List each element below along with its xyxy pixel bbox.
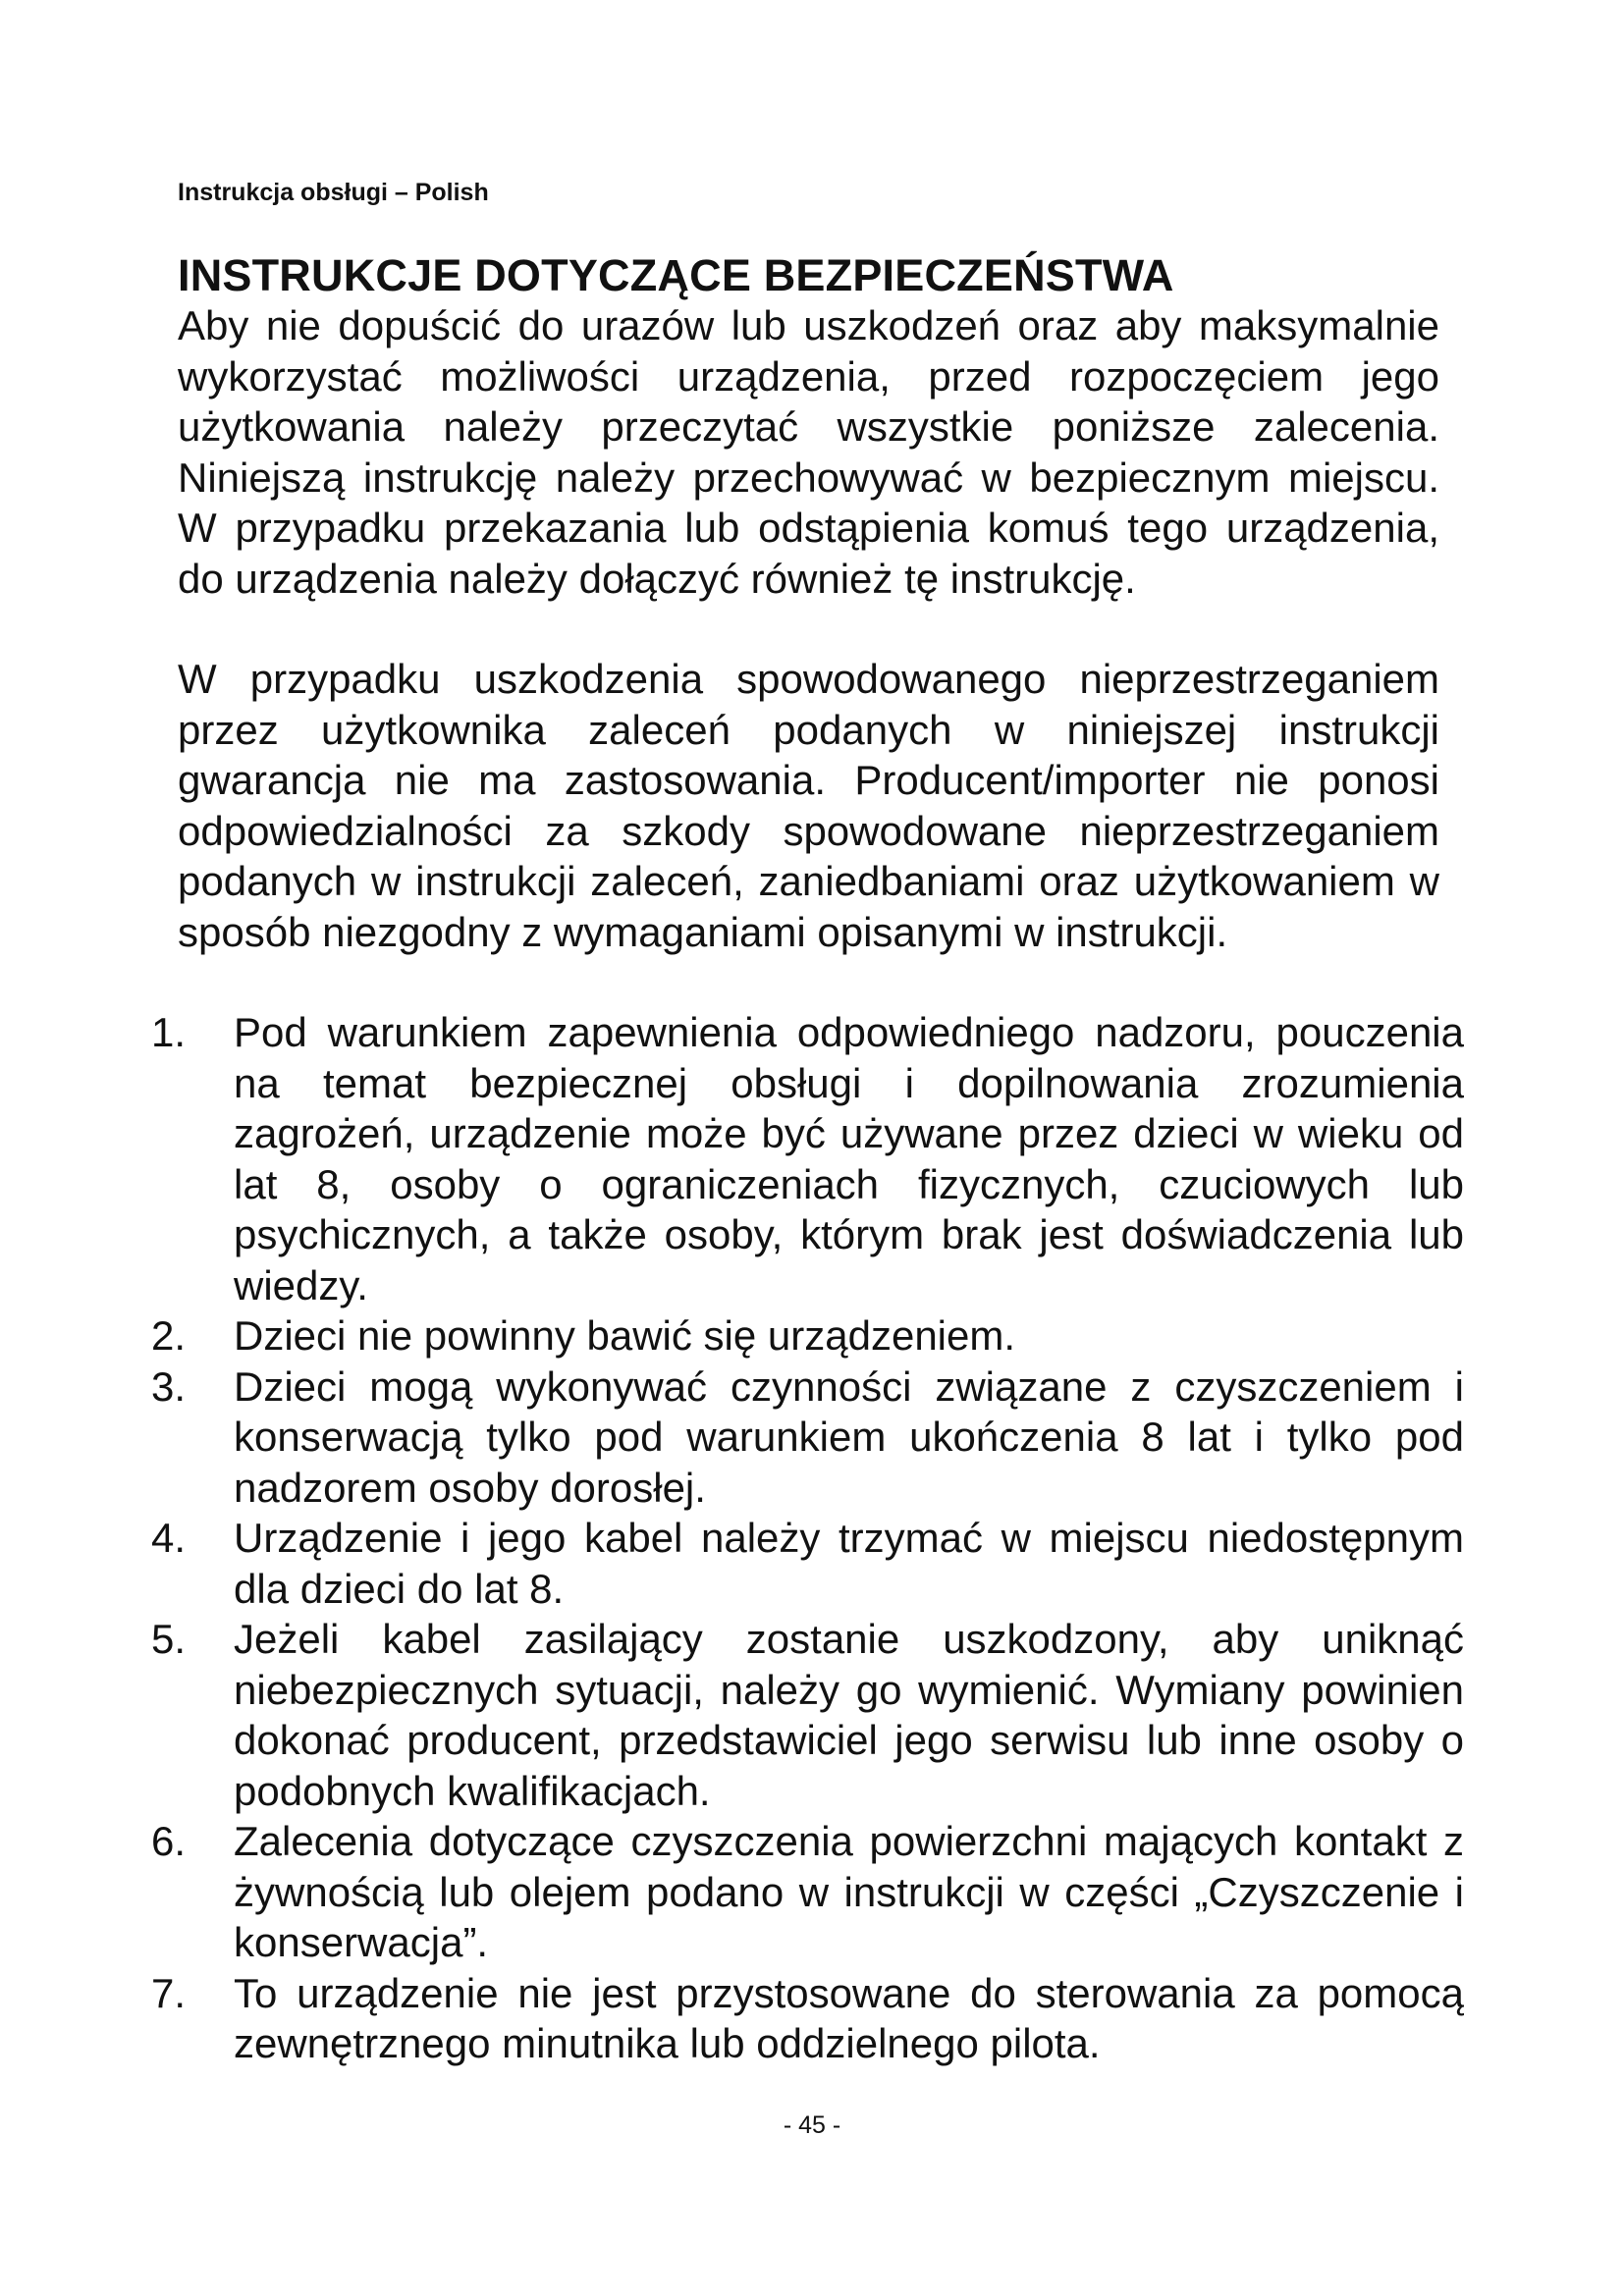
list-item-text: To urządzenie nie jest przystosowane do sterowania za pomocą zewnętrznego minutnika lub oddzielnego pilota. (234, 1969, 1464, 2066)
list-item-number: 3. (151, 1362, 187, 1410)
list-item-text: Zalecenia dotyczące czyszczenia powierzchni mających kontakt z żywnością lub olejem podano w instrukcji w części „Czyszczenie i konserwacja”. (234, 1818, 1464, 1965)
list-item-number: 6. (151, 1818, 187, 1864)
list-item-text: Dzieci nie powinny bawić się urządzeniem. (234, 1312, 1016, 1359)
list-item (151, 1007, 1464, 1310)
section-title: INSTRUKCJE DOTYCZĄCE BEZPIECZEŃSTWA (178, 250, 1174, 300)
safety-instructions-list (151, 1007, 1464, 2069)
list-item-number: 5. (151, 1616, 187, 1662)
page-number: - 45 - (783, 2111, 841, 2139)
list-item (151, 1968, 1464, 2069)
list-item-text: Dzieci mogą wykonywać czynności związane z czyszczeniem i konserwacją tylko pod warunkiem ukończenia 8 lat i tylko pod nadzorem osoby dorosłej. (234, 1362, 1464, 1511)
list-item-number: 7. (151, 1969, 187, 2016)
list-item-text: Pod warunkiem zapewnienia odpowiedniego nadzoru, pouczenia na temat bezpiecznej obsługi i dopilnowania zrozumienia zagrożeń, urządzenie może być używane przez dzieci w wieku od lat 8, osoby o ograniczeniach fizycznych, czuciowych lub psychicznych, a także osoby, którym brak jest doświadczenia lub wiedzy. (234, 1009, 1464, 1308)
list-item (151, 1310, 1464, 1362)
list-item (151, 1362, 1464, 1514)
intro-paragraph: Aby nie dopuścić do urazów lub uszkodzeń oraz aby maksymalnie wykorzystać możliwości urządzenia, przed rozpoczęciem jego użytkowania należy przeczytać wszystkie poniższe zalecenia. Niniejszą instrukcję należy przechowywać w bezpiecznym miejscu. W przypadku przekazania lub odstąpienia komuś tego urządzenia, do urządzenia należy dołączyć również tę instrukcję. (178, 302, 1439, 602)
list-item (151, 1816, 1464, 1968)
list-item (151, 1513, 1464, 1614)
warranty-paragraph: W przypadku uszkodzenia spowodowanego nieprzestrzeganiem przez użytkownika zaleceń podanych w niniejszej instrukcji gwarancja nie ma zastosowania. Producent/importer nie ponosi odpowiedzialności za szkody spowodowane nieprzestrzeganiem podanych w instrukcji zaleceń, zaniedbaniami oraz użytkowaniem w sposób niezgodny z wymaganiami opisanymi w instrukcji. (178, 656, 1439, 955)
list-item-number: 1. (151, 1009, 187, 1055)
list-item-number: 4. (151, 1515, 187, 1561)
list-item (151, 1614, 1464, 1816)
list-item-number: 2. (151, 1312, 187, 1359)
manual-header-label: Instrukcja obsługi – Polish (178, 179, 489, 206)
list-item-text: Urządzenie i jego kabel należy trzymać w miejscu niedostępnym dla dzieci do lat 8. (234, 1515, 1464, 1612)
list-item-text: Jeżeli kabel zasilający zostanie uszkodzony, aby uniknąć niebezpiecznych sytuacji, należy go wymienić. Wymiany powinien dokonać producent, przedstawiciel jego serwisu lub inne osoby o podobnych kwalifikacjach. (234, 1616, 1464, 1814)
